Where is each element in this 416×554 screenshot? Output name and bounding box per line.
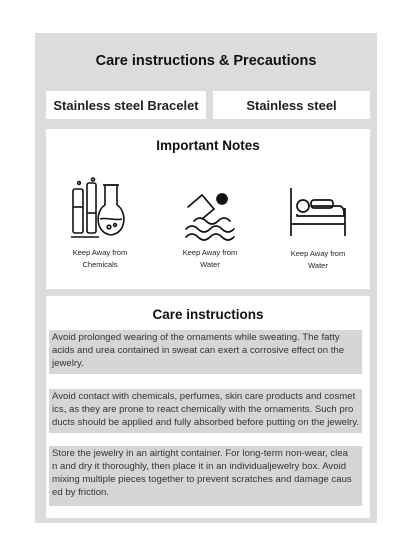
care-instructions-title: Care instructions [152, 307, 264, 322]
care-paragraph [49, 446, 362, 506]
paragraph-line: mixing multiple pieces together to prevent scratches and damage caus [52, 474, 352, 485]
caption-line: Water [200, 260, 220, 269]
material-tag-steel: Stainless steel [213, 91, 370, 119]
care-card [35, 33, 377, 523]
paragraph-line: Avoid contact with chemicals, perfumes, skin care products and cosmet [52, 391, 356, 402]
paragraph-line: acids and urea contained in sweat can exert a corrosive effect on the [52, 345, 345, 356]
note-caption [54, 247, 146, 271]
important-notes-title: Important Notes [156, 138, 260, 153]
material-tag-bracelet: Stainless steel Bracelet [46, 91, 206, 119]
paragraph-line: ed by friction. [52, 487, 110, 498]
note-caption [272, 248, 364, 272]
paragraph-line: Store the jewelry in an airtight container. For long-term non-wear, clea [52, 448, 348, 459]
care-paragraph [49, 330, 362, 374]
note-caption [164, 247, 256, 271]
page-title: Care instructions & Precautions [95, 53, 317, 69]
note-chemicals [54, 177, 146, 271]
sleeping-in-bed-icon [287, 184, 349, 244]
paragraph-line: n and dry it thoroughly, then place it in an individualjewelry box. Avoid [52, 461, 347, 472]
caption-line: Keep Away from [182, 248, 238, 257]
caption-line: Keep Away from [290, 249, 346, 258]
note-bed [272, 184, 364, 272]
caption-line: Chemicals [82, 260, 118, 269]
paragraph-line: jewelry. [52, 358, 84, 369]
note-water [164, 187, 256, 271]
caption-line: Keep Away from [72, 248, 128, 257]
care-instructions-panel [46, 296, 370, 518]
swimmer-icon [180, 187, 240, 243]
care-paragraph [49, 389, 362, 433]
paragraph-line: Avoid prolonged wearing of the ornaments while sweating. The fatty [52, 332, 340, 343]
chemicals-flask-icon [69, 177, 131, 243]
paragraph-line: ics, as they are prone to react chemically with the ornaments. Such pro [52, 404, 354, 415]
caption-line: Water [308, 261, 328, 270]
important-notes-panel [46, 129, 370, 289]
paragraph-line: ducts should be applied and fully absorbed before putting on the jewelry. [52, 417, 360, 428]
